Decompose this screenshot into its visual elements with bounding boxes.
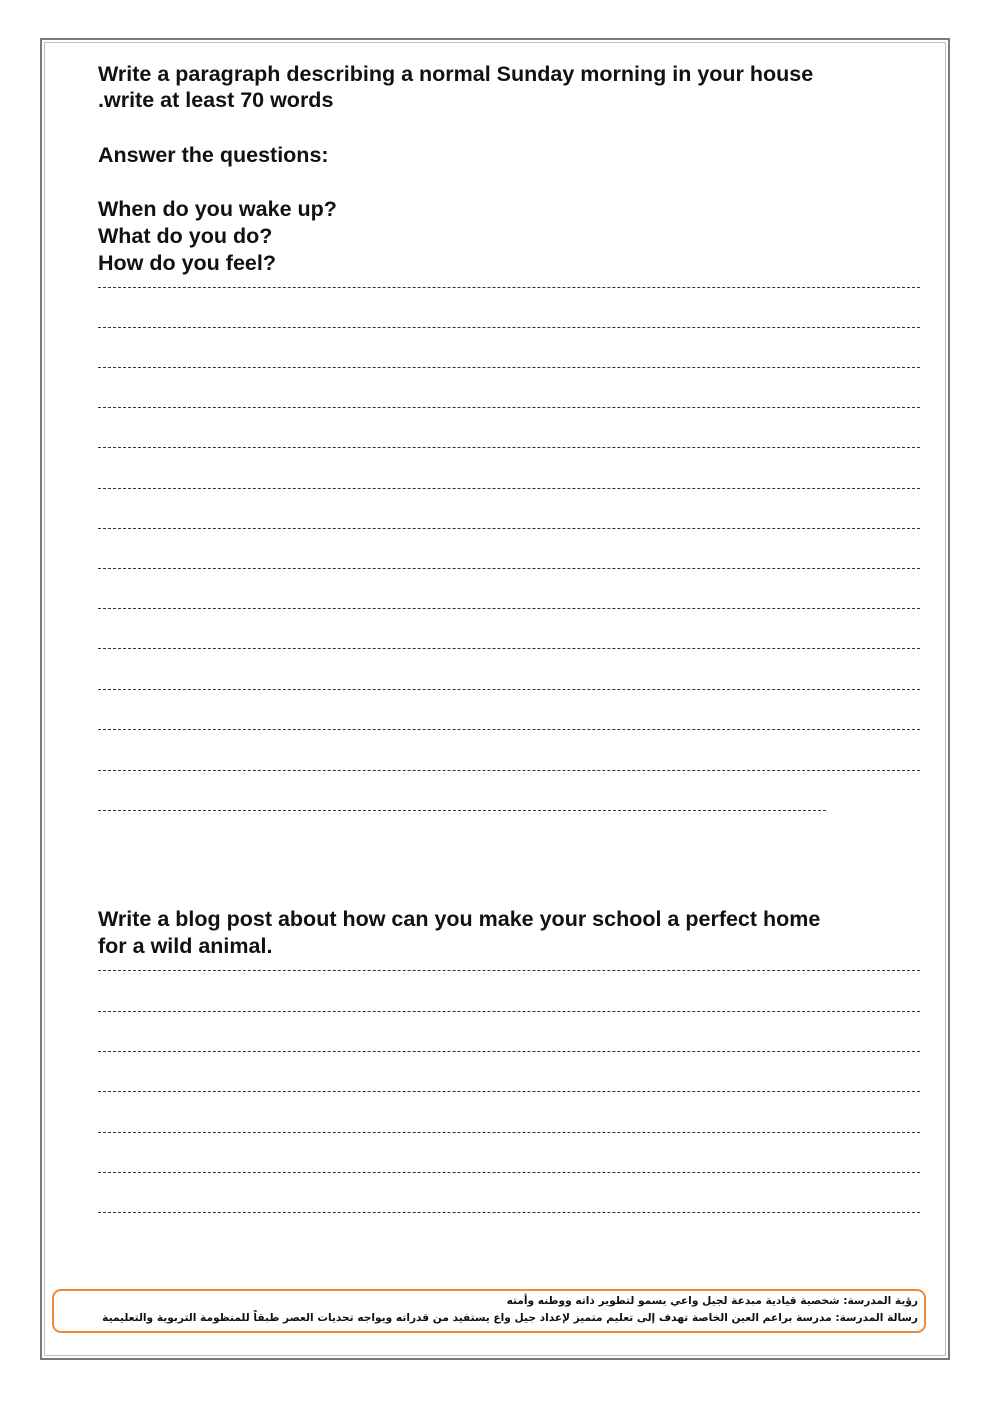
answer-line[interactable] [98,648,920,649]
answer-line[interactable] [98,1011,920,1012]
answer-line[interactable] [98,689,920,690]
answer-line[interactable] [98,407,920,408]
answer-line[interactable] [98,1212,920,1213]
answer-line[interactable] [98,1091,920,1092]
answer-line[interactable] [98,770,920,771]
answer-heading: Answer the questions: [98,143,329,167]
school-vision: رؤية المدرسة: شخصية قيادية مبدعة لجيل واعي يسمو لتطوير ذاته ووطنه وأمته [506,1295,918,1307]
question-wake-up: When do you wake up? [98,197,337,221]
question-how-feel: How do you feel? [98,251,276,275]
answer-line[interactable] [98,287,920,288]
school-footer-box [52,1289,926,1333]
answer-line[interactable] [98,528,920,529]
task2-instruction-line2: for a wild animal. [98,934,273,958]
answer-line[interactable] [98,327,920,328]
answer-line[interactable] [98,729,920,730]
answer-line[interactable] [98,447,920,448]
answer-line[interactable] [98,1051,920,1052]
answer-line[interactable] [98,608,920,609]
answer-line[interactable] [98,568,920,569]
answer-line[interactable] [98,1172,920,1173]
task2-instruction-line1: Write a blog post about how can you make your school a perfect home [98,907,821,931]
task1-instruction-line1: Write a paragraph describing a normal Sunday morning in your house [98,62,814,86]
question-what-do: What do you do? [98,224,273,248]
answer-line[interactable] [98,970,920,971]
answer-line[interactable] [98,1132,920,1133]
school-mission: رسالة المدرسة: مدرسة براعم العين الخاصة تهدف إلى تعليم متميز لإعداد جيل واع يستفيد من قدراته ويواجه تحديات العصر طبقاً للمنظومة التربوية والتعليمية [102,1312,918,1324]
task1-instruction-line2: .write at least 70 words [98,88,334,112]
answer-line[interactable] [98,367,920,368]
answer-line[interactable] [98,810,826,811]
answer-line[interactable] [98,488,920,489]
